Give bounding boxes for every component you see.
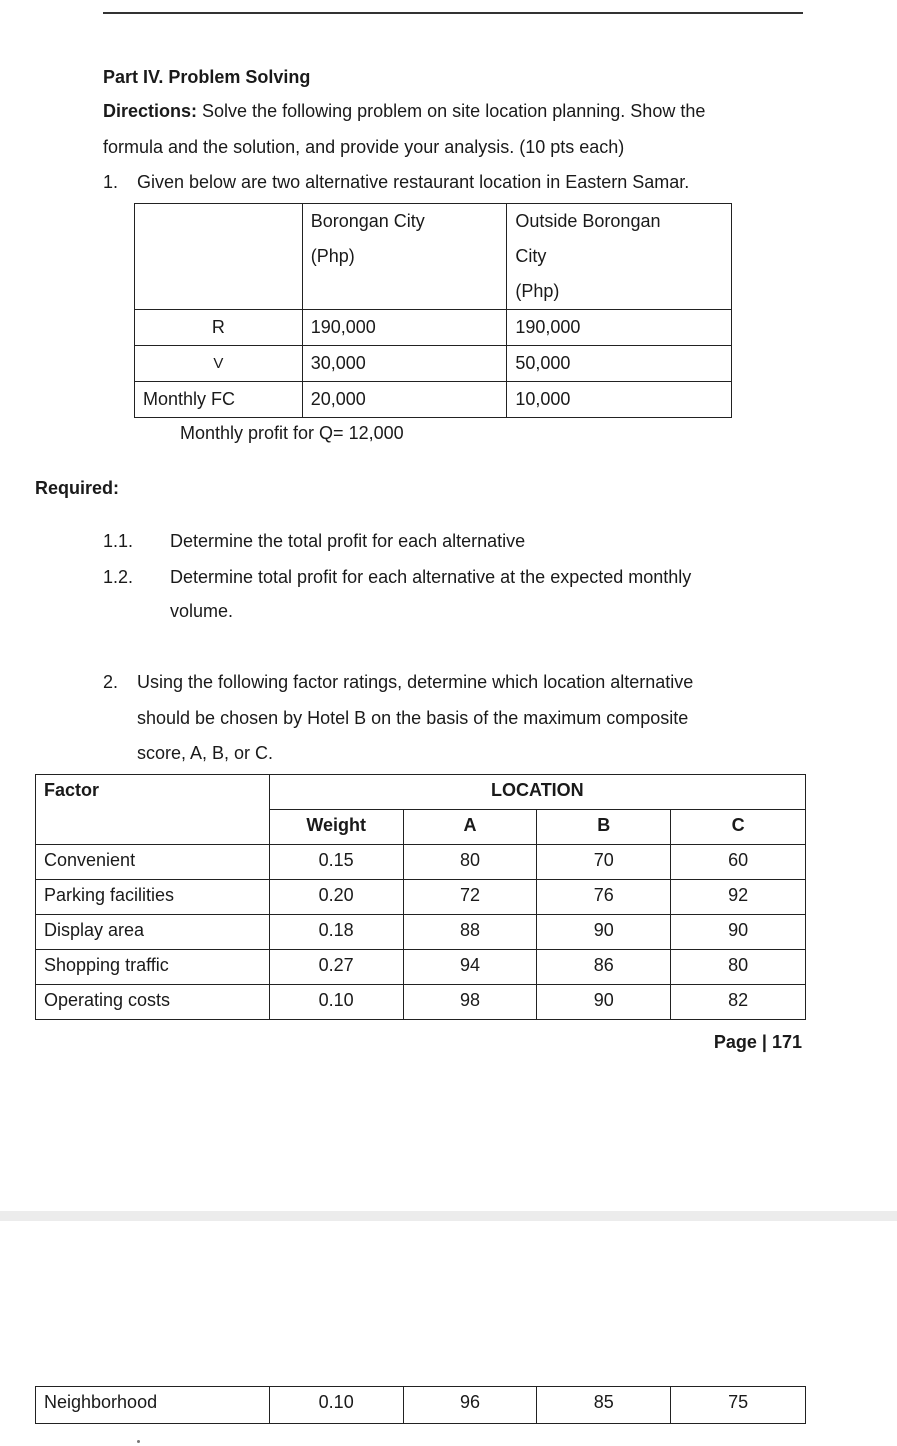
factor-name: Display area <box>36 915 270 950</box>
table-row <box>36 880 806 915</box>
page-break-band <box>0 1211 897 1221</box>
question-2-text-3: score, A, B, or C. <box>137 743 274 763</box>
factor-ratings-table-continued <box>35 1386 806 1424</box>
required-1-text: Determine the total profit for each alternative <box>170 531 526 551</box>
location-header: LOCATION <box>269 775 805 810</box>
row-label: R <box>135 310 303 346</box>
factor-name: Convenient <box>36 845 270 880</box>
weight-value: 0.10 <box>269 985 403 1020</box>
outside-unit: (Php) <box>515 281 560 301</box>
location-a-header: A <box>403 810 537 845</box>
location-cost-table <box>134 203 732 418</box>
table-header-row <box>36 775 806 810</box>
table-row <box>36 950 806 985</box>
outside-value: 50,000 <box>507 346 732 382</box>
location-b-header: B <box>537 810 671 845</box>
table-row <box>36 845 806 880</box>
weight-value: 0.15 <box>269 845 403 880</box>
factor-name: Parking facilities <box>36 880 270 915</box>
location-c-header: C <box>671 810 806 845</box>
location-a-score: 98 <box>403 985 537 1020</box>
table-row <box>36 915 806 950</box>
outside-value: 190,000 <box>507 310 732 346</box>
table-row <box>36 1387 806 1424</box>
borongan-value: 30,000 <box>302 346 507 382</box>
location-a-score: 80 <box>403 845 537 880</box>
location-a-score: 94 <box>403 950 537 985</box>
location-c-score: 92 <box>671 880 806 915</box>
required-2-text-2: volume. <box>170 601 234 621</box>
location-b-score: 85 <box>537 1387 671 1424</box>
table-row <box>135 346 732 382</box>
outside-value: 10,000 <box>507 382 732 418</box>
table-row <box>135 310 732 346</box>
weight-value: 0.20 <box>269 880 403 915</box>
directions-label: Directions: <box>103 101 198 121</box>
required-2-text-1: Determine total profit for each alternative at the expected monthly <box>170 567 692 587</box>
location-c-score: 82 <box>671 985 806 1020</box>
table-note: Monthly profit for Q= 12,000 <box>180 423 404 443</box>
location-b-score: 90 <box>537 985 671 1020</box>
header-borongan <box>302 204 507 310</box>
row-label: V <box>135 346 303 382</box>
location-b-score: 90 <box>537 915 671 950</box>
borongan-unit: (Php) <box>310 246 355 266</box>
factor-name: Neighborhood <box>36 1387 270 1424</box>
borongan-value: 20,000 <box>302 382 507 418</box>
directions-line-2: formula and the solution, and provide your analysis. (10 pts each) <box>103 137 625 157</box>
stray-dot <box>137 1440 140 1443</box>
required-2-number: 1.2. <box>103 567 134 587</box>
header-outside-borongan <box>507 204 732 310</box>
question-2-number: 2. <box>103 672 119 692</box>
location-a-score: 88 <box>403 915 537 950</box>
factor-name: Shopping traffic <box>36 950 270 985</box>
borongan-value: 190,000 <box>302 310 507 346</box>
borongan-title: Borongan City <box>310 211 425 231</box>
page-number: Page | 171 <box>713 1032 802 1052</box>
weight-value: 0.18 <box>269 915 403 950</box>
factor-ratings-table <box>35 774 806 1020</box>
factor-name: Operating costs <box>36 985 270 1020</box>
table-row <box>36 985 806 1020</box>
location-c-score: 75 <box>671 1387 806 1424</box>
location-c-score: 90 <box>671 915 806 950</box>
table-header-row <box>135 204 732 310</box>
weight-header: Weight <box>269 810 403 845</box>
required-label: Required: <box>35 478 120 498</box>
location-c-score: 80 <box>671 950 806 985</box>
location-a-score: 72 <box>403 880 537 915</box>
directions-line-1 <box>103 100 705 122</box>
location-a-score: 96 <box>403 1387 537 1424</box>
header-empty-cell <box>135 204 303 310</box>
weight-value: 0.10 <box>269 1387 403 1424</box>
outside-title: Outside Borongan <box>515 211 661 231</box>
location-b-score: 86 <box>537 950 671 985</box>
table-row <box>135 382 732 418</box>
location-b-score: 76 <box>537 880 671 915</box>
factor-header: Factor <box>36 775 270 845</box>
outside-title-cont: City <box>515 246 547 266</box>
weight-value: 0.27 <box>269 950 403 985</box>
location-c-score: 60 <box>671 845 806 880</box>
question-2-text-2: should be chosen by Hotel B on the basis of the maximum composite <box>137 708 689 728</box>
row-label: Monthly FC <box>135 382 303 418</box>
location-b-score: 70 <box>537 845 671 880</box>
question-1-number: 1. <box>103 172 119 192</box>
top-rule <box>103 12 803 14</box>
question-2-text-1: Using the following factor ratings, determine which location alternative <box>137 672 694 692</box>
section-heading: Part IV. Problem Solving <box>103 67 311 87</box>
required-1-number: 1.1. <box>103 531 134 551</box>
question-1-text: Given below are two alternative restaurant location in Eastern Samar. <box>137 172 690 192</box>
directions-text-1: Solve the following problem on site location planning. Show the <box>197 101 706 121</box>
